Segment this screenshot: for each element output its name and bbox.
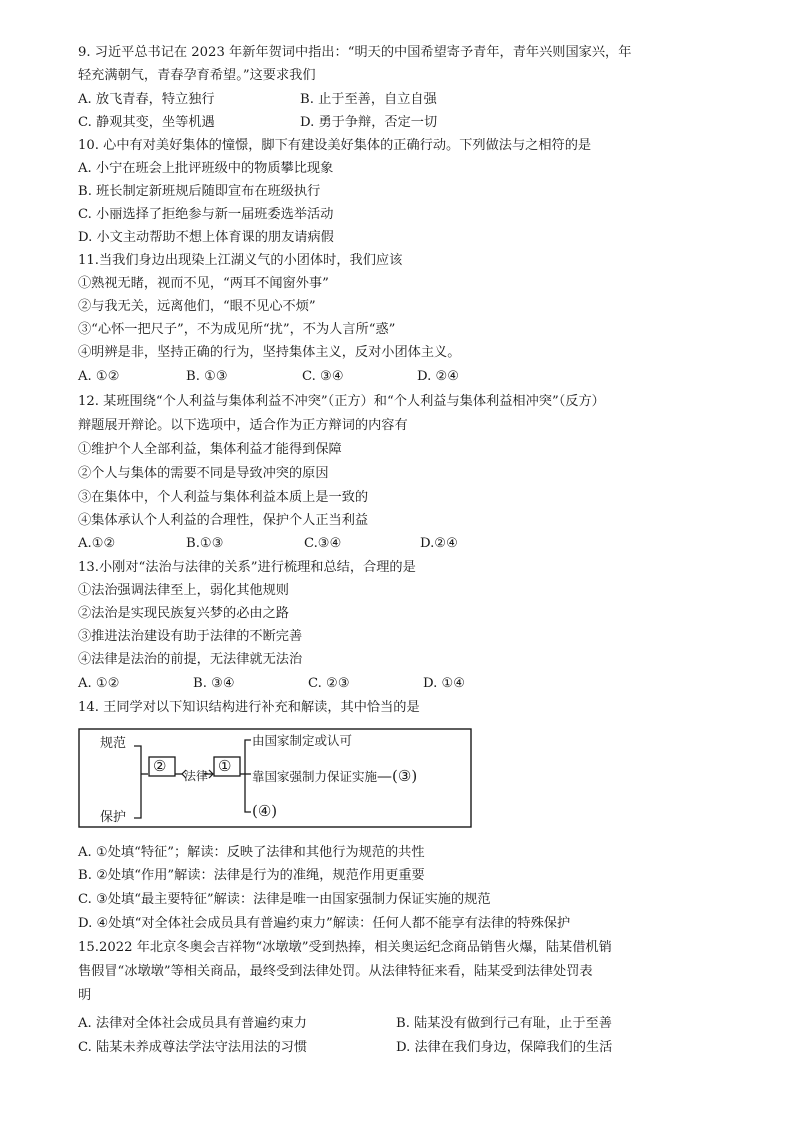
q13-stem: 13.小刚对“法治与法律的关系”进行梳理和总结，合理的是 [78, 560, 416, 575]
q15-option-c: C. 陆某未养成尊法学法守法用法的习惯 [78, 1040, 308, 1055]
diagram-line-2: 靠国家强制力保证实施—(③) [252, 767, 418, 785]
q13-option-d: D. ①④ [423, 676, 466, 691]
q11-statement-1: ①熟视无睹，视而不见，“两耳不闻窗外事” [78, 276, 329, 291]
q13-statement-2: ②法治是实现民族复兴梦的必由之路 [78, 606, 289, 621]
q10-option-c: C. 小丽选择了拒绝参与新一届班委选举活动 [78, 207, 334, 222]
diagram-line-1: 由国家制定或认可 [252, 733, 353, 748]
q12-stem-line1: 12. 某班围绕“个人利益与集体利益不冲突”（正方）和“个人利益与集体利益相冲突”（反方） [78, 394, 605, 409]
q15-stem-line3: 明 [78, 988, 92, 1003]
q15-option-a: A. 法律对全体社会成员具有普遍约束力 [78, 1016, 307, 1031]
q13-statement-4: ④法律是法治的前提，无法律就无法治 [78, 652, 303, 667]
diagram-box-1: ① [218, 757, 232, 775]
q12-statement-4: ④集体承认个人利益的合理性，保护个人正当利益 [78, 513, 369, 528]
q9-option-a: A. 放飞青春，特立独行 [78, 92, 215, 107]
q10-option-d: D. 小文主动帮助不想上体育课的朋友请病假 [78, 230, 334, 245]
q11-option-b: B. ①③ [186, 369, 228, 384]
q14-option-a: A. ①处填“特征”；解读：反映了法律和其他行为规范的共性 [78, 845, 425, 860]
q11-option-a: A. ①② [78, 369, 120, 384]
q13-statement-3: ③推进法治建设有助于法律的不断完善 [78, 629, 303, 644]
q9-option-d: D. 勇于争辩，否定一切 [300, 115, 438, 130]
q12-statement-2: ②个人与集体的需要不同是导致冲突的原因 [78, 466, 329, 481]
q14-option-d: D. ④处填“对全体社会成员具有普遍约束力”解读：任何人都不能享有法律的特殊保护 [78, 916, 571, 931]
q14-option-b: B. ②处填“作用”解读：法律是行为的准绳，规范作用更重要 [78, 868, 425, 883]
q13-option-c: C. ②③ [308, 676, 350, 691]
q13-option-a: A. ①② [78, 676, 120, 691]
q9-option-c: C. 静观其变，坐等机遇 [78, 115, 215, 130]
q12-statement-1: ①维护个人全部利益，集体利益才能得到保障 [78, 442, 342, 457]
q12-option-b: B.①③ [186, 536, 224, 551]
q14-option-c: C. ③处填“最主要特征”解读：法律是唯一由国家强制力保证实施的规范 [78, 892, 491, 907]
diagram-label-falu: 法律 [184, 769, 209, 783]
q9-stem-line2: 轻充满朝气，青春孕育希望。”这要求我们 [78, 68, 316, 83]
q12-option-a: A.①② [78, 536, 116, 551]
q11-statement-3: ③“心怀一把尺子”，不为成见所“扰”，不为人言所“惑” [78, 322, 396, 337]
q13-option-b: B. ③④ [193, 676, 235, 691]
q9-option-b: B. 止于至善，自立自强 [300, 92, 437, 107]
diagram-label-baohu: 保护 [100, 810, 127, 825]
diagram-label-guifan: 规范 [100, 736, 127, 751]
q11-stem: 11.当我们身边出现染上江湖义气的小团体时，我们应该 [78, 253, 403, 268]
q13-statement-1: ①法治强调法律至上，弱化其他规则 [78, 583, 289, 598]
q9-stem-line1: 9. 习近平总书记在 2023 年新年贺词中指出：“明天的中国希望寄予青年，青年兴则国家兴，年 [78, 45, 632, 60]
q15-option-d: D. 法律在我们身边，保障我们的生活 [396, 1040, 613, 1055]
diagram-line-2-text: 靠国家强制力保证实施 [252, 769, 378, 784]
q10-option-a: A. 小宁在班会上批评班级中的物质攀比现象 [78, 161, 334, 176]
q11-statement-4: ④明辨是非，坚持正确的行为，坚持集体主义，反对小团体主义。 [78, 345, 461, 360]
q10-stem: 10. 心中有对美好集体的憧憬，脚下有建设美好集体的正确行动。下列做法与之相符的是 [78, 138, 592, 153]
diagram-box-2: ② [153, 757, 167, 775]
q14-stem: 14. 王同学对以下知识结构进行补充和解读，其中恰当的是 [78, 700, 420, 715]
q12-stem-line2: 辩题展开辩论。以下选项中，适合作为正方辩词的内容有 [78, 418, 408, 433]
q10-option-b: B. 班长制定新班规后随即宣布在班级执行 [78, 184, 321, 199]
q11-option-c: C. ③④ [302, 369, 344, 384]
q15-option-b: B. 陆某没有做到行己有耻，止于至善 [396, 1016, 612, 1031]
diagram-line-2-mark: (③) [392, 767, 418, 785]
diagram-line-3-mark: (④) [252, 802, 278, 820]
q15-stem-line1: 15.2022 年北京冬奥会吉祥物“冰墩墩”受到热捧，相关奥运纪念商品销售火爆，陆某借机销 [78, 940, 612, 955]
knowledge-structure-diagram [78, 728, 472, 828]
q12-statement-3: ③在集体中，个人利益与集体利益本质上是一致的 [78, 490, 369, 505]
q11-option-d: D. ②④ [417, 369, 460, 384]
q15-stem-line2: 售假冒“冰墩墩”等相关商品，最终受到法律处罚。从法律特征来看，陆某受到法律处罚表 [78, 964, 593, 979]
q12-option-d: D.②④ [420, 536, 458, 551]
q12-option-c: C.③④ [304, 536, 342, 551]
q11-statement-2: ②与我无关，远离他们，“眼不见心不烦” [78, 299, 316, 314]
